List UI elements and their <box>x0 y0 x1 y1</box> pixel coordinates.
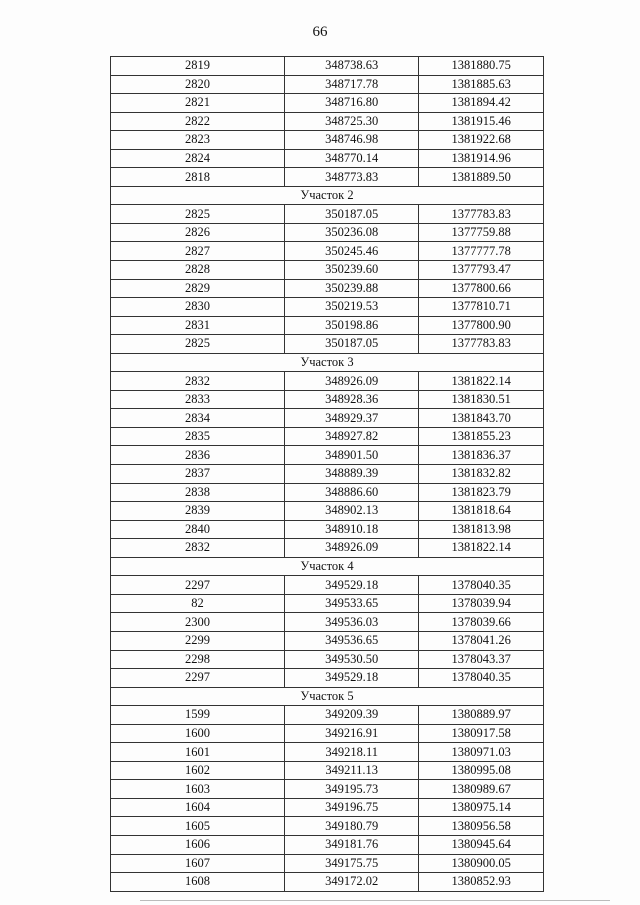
table-row <box>111 724 544 743</box>
table-row <box>111 539 544 558</box>
y-coordinate-cell: 1378039.66 <box>419 613 544 632</box>
point-number-cell: 2830 <box>111 298 285 317</box>
point-number-cell: 2297 <box>111 576 285 595</box>
y-coordinate-cell: 1378040.35 <box>419 669 544 688</box>
section-title: Участок 2 <box>111 186 544 205</box>
point-number-cell: 2824 <box>111 149 285 168</box>
x-coordinate-cell: 348717.78 <box>284 75 418 94</box>
table-row <box>111 242 544 261</box>
x-coordinate-cell: 349180.79 <box>284 817 418 836</box>
point-number-cell: 1600 <box>111 724 285 743</box>
y-coordinate-cell: 1380995.08 <box>419 761 544 780</box>
x-coordinate-cell: 349529.18 <box>284 576 418 595</box>
section-header-row <box>111 353 544 372</box>
y-coordinate-cell: 1381843.70 <box>419 409 544 428</box>
point-number-cell: 2836 <box>111 446 285 465</box>
table-row <box>111 613 544 632</box>
section-header-row <box>111 687 544 706</box>
table-row <box>111 168 544 187</box>
x-coordinate-cell: 349175.75 <box>284 854 418 873</box>
point-number-cell: 2299 <box>111 631 285 650</box>
table-row <box>111 205 544 224</box>
x-coordinate-cell: 348886.60 <box>284 483 418 502</box>
section-title: Участок 5 <box>111 687 544 706</box>
point-number-cell: 2829 <box>111 279 285 298</box>
table-row <box>111 112 544 131</box>
x-coordinate-cell: 348773.83 <box>284 168 418 187</box>
table-row <box>111 446 544 465</box>
table-row <box>111 94 544 113</box>
y-coordinate-cell: 1381822.14 <box>419 539 544 558</box>
section-title: Участок 4 <box>111 557 544 576</box>
y-coordinate-cell: 1380900.05 <box>419 854 544 873</box>
y-coordinate-cell: 1380852.93 <box>419 873 544 892</box>
x-coordinate-cell: 350245.46 <box>284 242 418 261</box>
point-number-cell: 1603 <box>111 780 285 799</box>
section-title: Участок 3 <box>111 353 544 372</box>
x-coordinate-cell: 348929.37 <box>284 409 418 428</box>
x-coordinate-cell: 350219.53 <box>284 298 418 317</box>
point-number-cell: 1604 <box>111 798 285 817</box>
point-number-cell: 2839 <box>111 502 285 521</box>
y-coordinate-cell: 1381889.50 <box>419 168 544 187</box>
y-coordinate-cell: 1378041.26 <box>419 631 544 650</box>
table-row <box>111 854 544 873</box>
x-coordinate-cell: 350239.88 <box>284 279 418 298</box>
x-coordinate-cell: 349196.75 <box>284 798 418 817</box>
x-coordinate-cell: 348725.30 <box>284 112 418 131</box>
x-coordinate-cell: 349530.50 <box>284 650 418 669</box>
y-coordinate-cell: 1381813.98 <box>419 520 544 539</box>
y-coordinate-cell: 1380971.03 <box>419 743 544 762</box>
y-coordinate-cell: 1381832.82 <box>419 465 544 484</box>
y-coordinate-cell: 1378039.94 <box>419 594 544 613</box>
point-number-cell: 2828 <box>111 261 285 280</box>
table-row <box>111 761 544 780</box>
point-number-cell: 2826 <box>111 223 285 242</box>
x-coordinate-cell: 348926.09 <box>284 372 418 391</box>
y-coordinate-cell: 1377777.78 <box>419 242 544 261</box>
point-number-cell: 2298 <box>111 650 285 669</box>
y-coordinate-cell: 1381823.79 <box>419 483 544 502</box>
bottom-rule <box>140 900 610 901</box>
x-coordinate-cell: 349218.11 <box>284 743 418 762</box>
y-coordinate-cell: 1381830.51 <box>419 390 544 409</box>
coordinates-table <box>110 56 544 892</box>
y-coordinate-cell: 1377759.88 <box>419 223 544 242</box>
x-coordinate-cell: 348738.63 <box>284 57 418 76</box>
table-row <box>111 261 544 280</box>
x-coordinate-cell: 349536.65 <box>284 631 418 650</box>
y-coordinate-cell: 1377800.90 <box>419 316 544 335</box>
point-number-cell: 2834 <box>111 409 285 428</box>
point-number-cell: 2835 <box>111 427 285 446</box>
point-number-cell: 1599 <box>111 706 285 725</box>
point-number-cell: 1601 <box>111 743 285 762</box>
x-coordinate-cell: 349529.18 <box>284 669 418 688</box>
table-row <box>111 298 544 317</box>
table-row <box>111 798 544 817</box>
point-number-cell: 2297 <box>111 669 285 688</box>
page-number: 66 <box>312 24 328 40</box>
section-header-row <box>111 186 544 205</box>
y-coordinate-cell: 1381822.14 <box>419 372 544 391</box>
x-coordinate-cell: 348902.13 <box>284 502 418 521</box>
point-number-cell: 1605 <box>111 817 285 836</box>
table-row <box>111 335 544 354</box>
x-coordinate-cell: 349533.65 <box>284 594 418 613</box>
table-row <box>111 594 544 613</box>
y-coordinate-cell: 1380989.67 <box>419 780 544 799</box>
y-coordinate-cell: 1377783.83 <box>419 335 544 354</box>
table-row <box>111 520 544 539</box>
table-row <box>111 817 544 836</box>
point-number-cell: 2832 <box>111 372 285 391</box>
coordinates-table-body <box>111 57 544 892</box>
y-coordinate-cell: 1380917.58 <box>419 724 544 743</box>
section-header-row <box>111 557 544 576</box>
table-row <box>111 57 544 76</box>
y-coordinate-cell: 1381885.63 <box>419 75 544 94</box>
x-coordinate-cell: 350236.08 <box>284 223 418 242</box>
table-row <box>111 706 544 725</box>
x-coordinate-cell: 348910.18 <box>284 520 418 539</box>
table-row <box>111 631 544 650</box>
x-coordinate-cell: 350187.05 <box>284 205 418 224</box>
point-number-cell: 2825 <box>111 335 285 354</box>
table-row <box>111 409 544 428</box>
point-number-cell: 2822 <box>111 112 285 131</box>
y-coordinate-cell: 1381922.68 <box>419 131 544 150</box>
point-number-cell: 2840 <box>111 520 285 539</box>
table-row <box>111 483 544 502</box>
point-number-cell: 2832 <box>111 539 285 558</box>
point-number-cell: 2821 <box>111 94 285 113</box>
x-coordinate-cell: 350187.05 <box>284 335 418 354</box>
point-number-cell: 2827 <box>111 242 285 261</box>
x-coordinate-cell: 349209.39 <box>284 706 418 725</box>
y-coordinate-cell: 1381915.46 <box>419 112 544 131</box>
y-coordinate-cell: 1381818.64 <box>419 502 544 521</box>
point-number-cell: 1602 <box>111 761 285 780</box>
table-row <box>111 316 544 335</box>
point-number-cell: 2838 <box>111 483 285 502</box>
point-number-cell: 1606 <box>111 835 285 854</box>
y-coordinate-cell: 1380889.97 <box>419 706 544 725</box>
x-coordinate-cell: 348889.39 <box>284 465 418 484</box>
y-coordinate-cell: 1381836.37 <box>419 446 544 465</box>
y-coordinate-cell: 1380945.64 <box>419 835 544 854</box>
y-coordinate-cell: 1380975.14 <box>419 798 544 817</box>
point-number-cell: 2819 <box>111 57 285 76</box>
table-row <box>111 576 544 595</box>
table-row <box>111 873 544 892</box>
table-row <box>111 279 544 298</box>
point-number-cell: 2823 <box>111 131 285 150</box>
table-row <box>111 372 544 391</box>
table-row <box>111 743 544 762</box>
x-coordinate-cell: 349211.13 <box>284 761 418 780</box>
table-row <box>111 669 544 688</box>
x-coordinate-cell: 350198.86 <box>284 316 418 335</box>
point-number-cell: 82 <box>111 594 285 613</box>
point-number-cell: 2820 <box>111 75 285 94</box>
table-row <box>111 131 544 150</box>
table-row <box>111 780 544 799</box>
table-row <box>111 502 544 521</box>
table-row <box>111 465 544 484</box>
table-row <box>111 75 544 94</box>
y-coordinate-cell: 1377793.47 <box>419 261 544 280</box>
y-coordinate-cell: 1378040.35 <box>419 576 544 595</box>
point-number-cell: 2831 <box>111 316 285 335</box>
y-coordinate-cell: 1381880.75 <box>419 57 544 76</box>
x-coordinate-cell: 349172.02 <box>284 873 418 892</box>
y-coordinate-cell: 1377810.71 <box>419 298 544 317</box>
y-coordinate-cell: 1380956.58 <box>419 817 544 836</box>
x-coordinate-cell: 349181.76 <box>284 835 418 854</box>
table-row <box>111 427 544 446</box>
x-coordinate-cell: 348928.36 <box>284 390 418 409</box>
x-coordinate-cell: 348770.14 <box>284 149 418 168</box>
point-number-cell: 2300 <box>111 613 285 632</box>
point-number-cell: 1607 <box>111 854 285 873</box>
point-number-cell: 2825 <box>111 205 285 224</box>
x-coordinate-cell: 350239.60 <box>284 261 418 280</box>
x-coordinate-cell: 348746.98 <box>284 131 418 150</box>
point-number-cell: 2818 <box>111 168 285 187</box>
point-number-cell: 2837 <box>111 465 285 484</box>
x-coordinate-cell: 349195.73 <box>284 780 418 799</box>
x-coordinate-cell: 348716.80 <box>284 94 418 113</box>
table-row <box>111 835 544 854</box>
table-row <box>111 390 544 409</box>
x-coordinate-cell: 349536.03 <box>284 613 418 632</box>
y-coordinate-cell: 1381914.96 <box>419 149 544 168</box>
y-coordinate-cell: 1378043.37 <box>419 650 544 669</box>
x-coordinate-cell: 348901.50 <box>284 446 418 465</box>
point-number-cell: 1608 <box>111 873 285 892</box>
point-number-cell: 2833 <box>111 390 285 409</box>
y-coordinate-cell: 1377800.66 <box>419 279 544 298</box>
table-row <box>111 223 544 242</box>
x-coordinate-cell: 349216.91 <box>284 724 418 743</box>
x-coordinate-cell: 348927.82 <box>284 427 418 446</box>
y-coordinate-cell: 1381894.42 <box>419 94 544 113</box>
table-row <box>111 149 544 168</box>
y-coordinate-cell: 1377783.83 <box>419 205 544 224</box>
x-coordinate-cell: 348926.09 <box>284 539 418 558</box>
y-coordinate-cell: 1381855.23 <box>419 427 544 446</box>
table-row <box>111 650 544 669</box>
